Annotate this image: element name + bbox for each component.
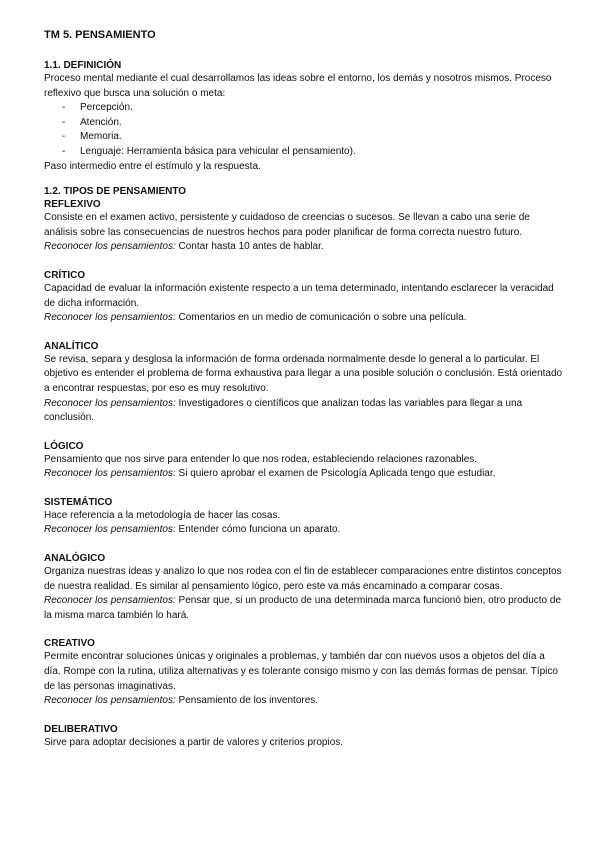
type-desc: Consiste en el examen activo, persistente y cuidadoso de creencias o sucesos. Se llevan a cabo una serie de análisis sobre las consecuencias de nuestros hechos para poder planificar de forma correcta nuestro futuro. bbox=[44, 212, 530, 238]
example-label: Reconocer los pensamientos: bbox=[44, 312, 176, 324]
example-label: Reconocer los pensamientos: bbox=[44, 524, 176, 536]
dash-bullet: - bbox=[62, 145, 66, 157]
page-title: TM 5. PENSAMIENTO bbox=[44, 29, 156, 41]
example-label: Reconocer los pensamientos: bbox=[44, 241, 176, 253]
example-label: Reconocer los pensamientos: bbox=[44, 468, 176, 480]
list-item: - Percepción. bbox=[44, 101, 564, 116]
type-desc: Pensamiento que nos sirve para entender lo que nos rodea, estableciendo relaciones razonables. bbox=[44, 453, 478, 465]
list-item: - Atención. bbox=[44, 116, 564, 131]
type-example: Reconocer los pensamientos: Pensamiento de los inventores. bbox=[44, 695, 319, 707]
example-label: Reconocer los pensamientos: bbox=[44, 397, 176, 409]
type-heading-logico: LÓGICO bbox=[44, 440, 84, 452]
type-example: Reconocer los pensamientos: Contar hasta 10 antes de hablar. bbox=[44, 241, 324, 253]
definicion-text: Proceso mental mediante el cual desarrollamos las ideas sobre el entorno, los demás y nosotros mismos. Proceso reflexivo que busca una solución o meta: bbox=[44, 73, 552, 99]
type-heading-reflexivo: REFLEXIVO bbox=[44, 199, 101, 211]
list-item: - Memoria. bbox=[44, 130, 564, 145]
type-example: Reconocer los pensamientos: Investigadores o científicos que analizan todas las variables para llegar a una conclusión. bbox=[44, 397, 523, 424]
dash-bullet: - bbox=[62, 131, 66, 143]
section-heading-definicion: 1.1. DEFINICIÓN bbox=[44, 60, 122, 71]
type-desc: Capacidad de evaluar la información existente respecto a un tema determinado, intentando esclarecer la veracidad de dicha información. bbox=[44, 282, 554, 309]
example-label: Reconocer los pensamientos: bbox=[44, 695, 176, 707]
example-label: Reconocer los pensamientos: bbox=[44, 595, 176, 607]
section-heading-tipos: 1.2. TIPOS DE PENSAMIENTO bbox=[44, 186, 187, 198]
type-heading-analitico: ANALÍTICO bbox=[44, 340, 99, 352]
type-desc: Se revisa, separa y desglosa la información de forma ordenada normalmente desde lo general a lo particular. El objetivo es entender el problema de forma exhaustiva para llegar a una posible solución o conclusión. Está orientado a encontrar respuestas, por eso es muy resolutivo. bbox=[44, 353, 563, 394]
dash-bullet: - bbox=[62, 102, 66, 114]
type-desc: Hace referencia a la metodología de hacer las cosas. bbox=[44, 509, 281, 521]
type-desc: Organiza nuestras ideas y analizo lo que nos rodea con el fin de establecer comparaciones entre distintos conceptos de nuestra realidad. Es similar al pensamiento lógico, pero este va más encaminado a comparar cosas. bbox=[44, 566, 562, 592]
document-page bbox=[44, 28, 564, 750]
definicion-list bbox=[44, 101, 564, 159]
definicion-after: Paso intermedio entre el estímulo y la respuesta. bbox=[44, 160, 261, 172]
type-heading-sistematico: SISTEMÁTICO bbox=[44, 496, 113, 508]
type-example: Reconocer los pensamientos: Entender cómo funciona un aparato. bbox=[44, 524, 341, 536]
type-heading-creativo: CREATIVO bbox=[44, 638, 95, 650]
type-heading-critico: CRÍTICO bbox=[44, 269, 86, 281]
type-example: Reconocer los pensamientos: Comentarios en un medio de comunicación o sobre una película. bbox=[44, 312, 467, 324]
type-heading-deliberativo: DELIBERATIVO bbox=[44, 723, 118, 735]
type-desc: Sirve para adoptar decisiones a partir de valores y criterios propios. bbox=[44, 736, 344, 748]
list-item: - Lenguaje: Herramienta básica para vehicular el pensamiento). bbox=[44, 145, 564, 160]
type-example: Reconocer los pensamientos: Pensar que, si un producto de una determinada marca funcionó bien, otro producto de la misma marca también lo hará. bbox=[44, 595, 561, 621]
dash-bullet: - bbox=[62, 116, 66, 128]
type-example: Reconocer los pensamientos: Si quiero aprobar el examen de Psicología Aplicada tengo que estudiar. bbox=[44, 468, 496, 480]
type-desc: Permite encontrar soluciones únicas y originales a problemas, y también dar con nuevos usos a objetos del día a día. Rompe con la rutina, utiliza alternativas y es tolerante consigo mismo y con las demás formas de pensar. Típico de las personas imaginativas. bbox=[44, 651, 558, 692]
type-heading-analogico: ANALÓGICO bbox=[44, 553, 106, 565]
